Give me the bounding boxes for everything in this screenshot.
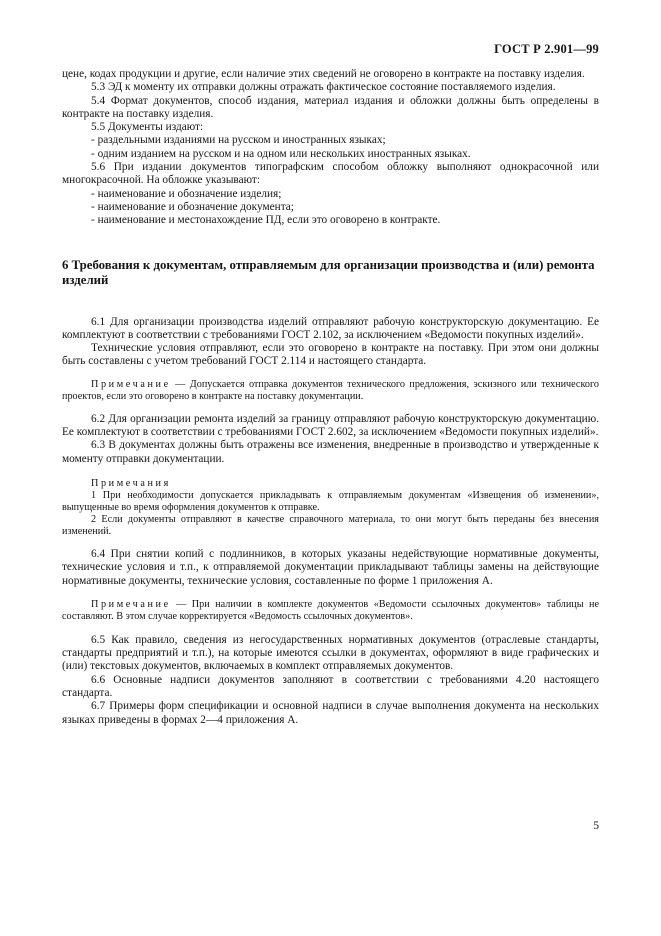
note <box>62 379 599 403</box>
paragraph-6-1: 6.1 Для организации производства изделий отправляют рабочую конструкторскую документацию. Ее комплектуют в соответствии с требованиями ГОСТ 2.102, за исключением «Ведомости покупных изделий». <box>62 315 599 341</box>
section-6-heading: 6 Требования к документам, отправляемым для организации производства и (или) ремонта изделий <box>62 257 595 287</box>
paragraph-6-2: 6.2 Для организации ремонта изделий за границу отправляют рабочую конструкторскую документацию. Ее комплектуют в соответствии с требованиями ГОСТ 2.602, за исключением «Ведомости покупных изделий». <box>62 412 599 439</box>
note-item: 2 Если документы отправляют в качестве справочного материала, то они могут быть переданы без внесения изменений. <box>62 513 599 537</box>
note-item: 1 При необходимости допускается прикладывать к отправляемым документам «Извещения об изменении», выпущенные во время оформления документов к отправке. <box>62 489 599 513</box>
notes-label: Примечания <box>91 477 171 489</box>
paragraph-5-6: 5.6 При издании документов типографским способом обложку выполняют однокрасочной или многокрасочной. На обложке указывают: <box>62 161 599 187</box>
paragraph-6-4: 6.4 При снятии копий с подлинников, в которых указаны недействующие нормативные документы, технические условия и т.п., к отправляемой документации прикладывают таблицы замены на действующие нормативные документы, технические условия, составленные по форме 1 приложения А. <box>62 547 599 587</box>
note-text: — Допускается отправка документов технического предложения, эскизного или технического проектов, если это оговорено в контракте на поставку документации. <box>62 378 599 402</box>
paragraph: цене, кодах продукции и другие, если наличие этих сведений не оговорено в контракте на поставку изделия. <box>62 68 585 80</box>
paragraph-6-7: 6.7 Примеры форм спецификации и основной надписи в случае выполнения документа на нескольких языках приведены в формах 2—4 приложения А. <box>62 700 599 726</box>
paragraph-6-5: 6.5 Как правило, сведения из негосударственных нормативных документов (отраслевые стандарты, стандарты предприятий и т.п.), на которые имеются ссылки в документах, оформляют в виде графических и (или) текстовых документов, включаемых в комплект отправляемых документов. <box>62 633 599 673</box>
list-item: - наименование и обозначение изделия; <box>91 187 282 200</box>
note-text: — При наличии в комплекте документов «Ведомости ссылочных документов» таблицы не составляют. В этом случае корректируется «Ведомость ссылочных документов». <box>62 598 599 622</box>
paragraph-5-5: 5.5 Документы издают: <box>91 121 204 134</box>
note-label: Примечание <box>91 378 171 390</box>
list-item: - раздельными изданиями на русском и иностранных языках; <box>91 134 386 147</box>
paragraph-6-3: 6.3 В документах должны быть отражены все изменения, внедренные в производство и утвержденные к моменту отправки документации. <box>62 439 599 465</box>
document-body <box>62 68 599 727</box>
list-item: - наименование и обозначение документа; <box>91 200 294 213</box>
paragraph-6-6: 6.6 Основные надписи документов заполняют в соответствии с требованиями 4.20 настоящего стандарта. <box>62 673 599 700</box>
document-code-header: ГОСТ Р 2.901—99 <box>494 42 599 56</box>
paragraph-5-3: 5.3 ЭД к моменту их отправки должны отражать фактическое состояние поставляемого изделия. <box>91 81 556 94</box>
note <box>62 599 599 623</box>
list-item: - наименование и местонахождение ПД, если это оговорено в контракте. <box>91 214 441 227</box>
note-label: Примечание <box>91 598 171 610</box>
paragraph-5-4: 5.4 Формат документов, способ издания, материал издания и обложки должны быть определены в контракте на поставку изделия. <box>62 94 599 120</box>
list-item: - одним изданием на русском и на одном или нескольких иностранных языках. <box>91 147 471 160</box>
page-number: 5 <box>593 820 599 832</box>
paragraph: Технические условия отправляют, если это оговорено в контракте на поставку. При этом они должны быть составлены с учетом требований ГОСТ 2.114 и настоящего стандарта. <box>62 342 599 368</box>
